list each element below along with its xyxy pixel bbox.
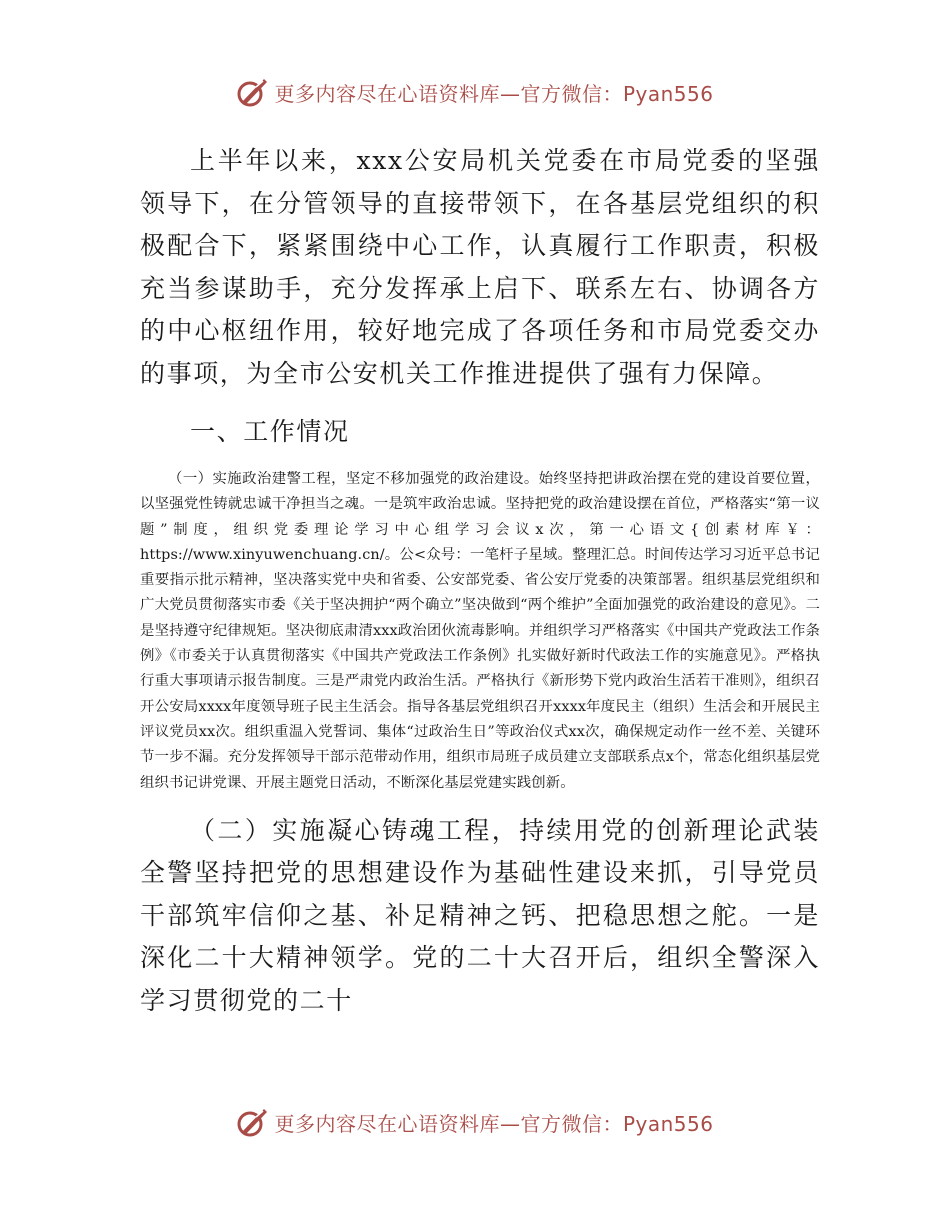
- watermark-text: 更多内容尽在心语资料库—官方微信：Pyan556: [274, 1111, 714, 1136]
- section1-paragraph: （一）实施政治建警工程，坚定不移加强党的政治建设。始终坚持把讲政治摆在党的建设首要位置，以坚强党性铸就忠诚干净担当之魂。一是筑牢政治忠诚。坚持把党的政治建设摆在首位，严格落实“第一议题”制度，组织党委理论学习中心组学习会议x次，第一心语文{创素材库￥：https://www.xinyuwenchuang.cn/。公<众号：一笔杆子星域。整理汇总。时间传达学习习近平总书记重要指示批示精神，坚决落实党中央和省委、公安部党委、省公安厅党委的决策部署。组织基层党组织和广大党员贯彻落实市委《关于坚决拥护“两个确立”坚决做到“两个维护”全面加强党的政治建设的意见》。二是坚持遵守纪律规矩。坚决彻底肃清xxx政治团伙流毒影响。并组织学习严格落实《中国共产党政法工作条例》《市委关于认真贯彻落实《中国共产党政法工作条例》扎实做好新时代政法工作的实施意见》。严格执行重大事项请示报告制度。三是严肃党内政治生活。严格执行《新形势下党内政治生活若干准则》，组织召开公安局xxxx年度领导班子民主生活会。指导各基层党组织召开xxxx年度民主（组织）生活会和开展民主评议党员xx次。组织重温入党誓词、集体“过政治生日”等政治仪式xx次，确保规定动作一丝不差、关键环节一步不漏。充分发挥领导干部示范带动作用，组织市局班子成员建立支部联系点x个，常态化组织基层党组织书记讲党课、开展主题党日活动，不断深化基层党建实践创新。: [140, 471, 820, 791]
- quill-logo-icon: [236, 1105, 270, 1139]
- section2-paragraph: （二）实施凝心铸魂工程，持续用党的创新理论武装全警坚持把党的思想建设作为基础性建设来抓，引导党员干部筑牢信仰之基、补足精神之钙、把稳思想之舵。一是深化二十大精神领学。党的二十大召开后，组织全警深入学习贯彻党的二十: [140, 815, 820, 1015]
- watermark-text: 更多内容尽在心语资料库—官方微信：Pyan556: [274, 81, 714, 106]
- quill-logo-icon: [236, 75, 270, 109]
- header-watermark-banner: [0, 72, 950, 112]
- intro-paragraph: 上半年以来，xxx公安局机关党委在市局党委的坚强领导下，在分管领导的直接带领下，在各基层党组织的积极配合下，紧紧围绕中心工作，认真履行工作职责，积极充当参谋助手，充分发挥承上启下、联系左右、协调各方的中心枢纽作用，较好地完成了各项任务和市局党委交办的事项，为全市公安机关工作推进提供了强有力保障。: [140, 146, 820, 388]
- footer-watermark-banner: [0, 1102, 950, 1142]
- section-heading: 一、工作情况: [190, 417, 350, 446]
- document-body: [140, 140, 820, 1022]
